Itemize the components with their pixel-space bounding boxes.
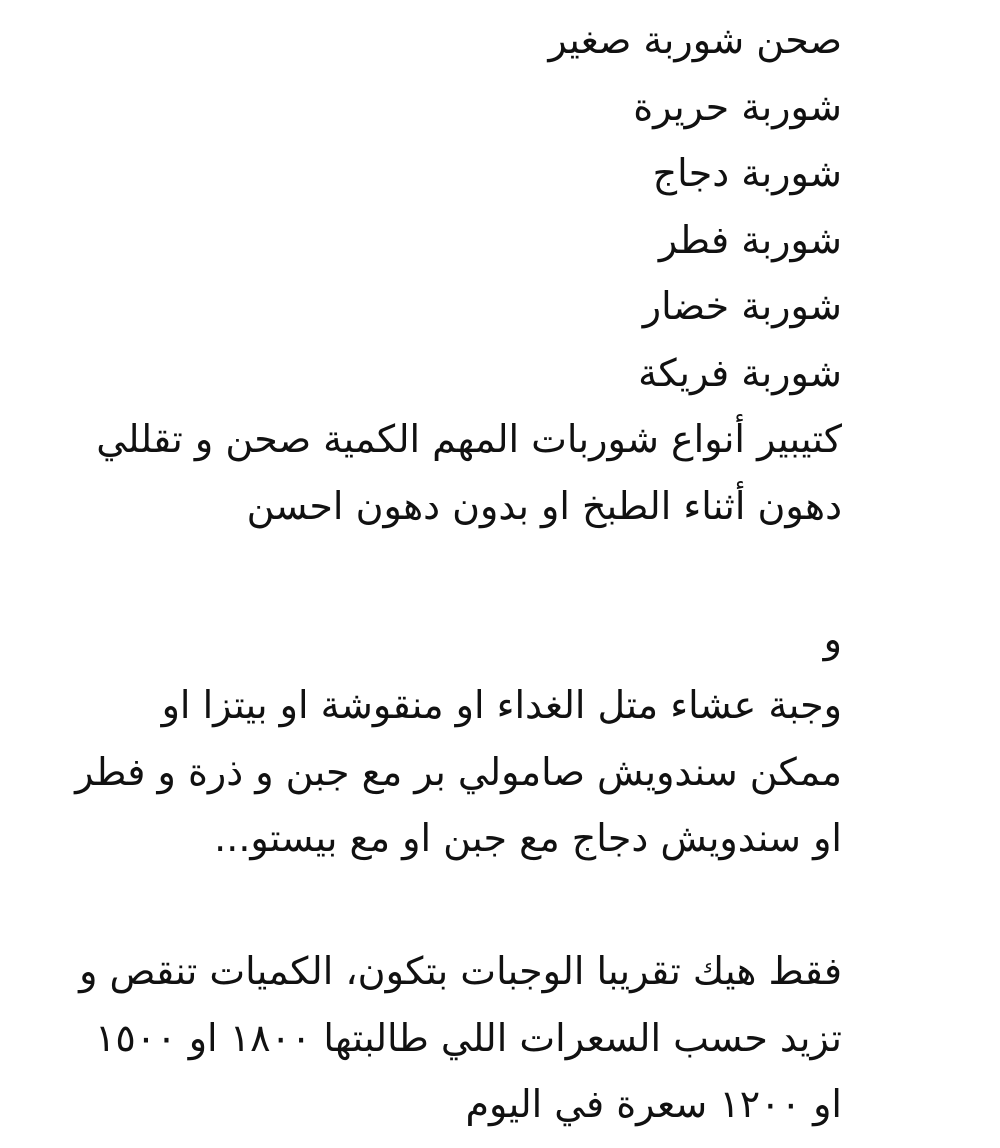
soup-item-chicken: شوربة دجاج xyxy=(652,151,842,195)
soup-item-freekeh: شوربة فريكة xyxy=(638,350,842,395)
soup-advice-paragraph: كتيبير أنواع شوربات المهم الكمية صحن و تقللي دهون أثناء الطبخ او بدون دهون احسن xyxy=(96,417,842,528)
soup-item-vegetable: شوربة خضار xyxy=(642,284,842,328)
and-line: و xyxy=(823,616,842,661)
message-body xyxy=(60,0,842,1138)
spacer xyxy=(60,872,842,939)
spacer xyxy=(60,539,842,606)
calories-paragraph: فقط هيك تقريبا الوجبات بتكون، الكميات تنقص و تزيد حسب السعرات اللي طالبتها ١٨٠٠ او ١٥٠٠ او ١٢٠٠ سعرة في اليوم xyxy=(79,949,842,1126)
soup-item-mushroom: شوربة فطر xyxy=(658,217,842,262)
soup-item-small-bowl: صحن شوربة صغير xyxy=(548,18,842,62)
dinner-paragraph: وجبة عشاء متل الغداء او منقوشة او بيتزا او ممكن سندويش صامولي بر مع جبن و ذرة و فطر او سندويش دجاج مع جبن او مع بيستو... xyxy=(75,683,842,860)
soup-item-harira: شوربة حريرة xyxy=(633,84,842,129)
